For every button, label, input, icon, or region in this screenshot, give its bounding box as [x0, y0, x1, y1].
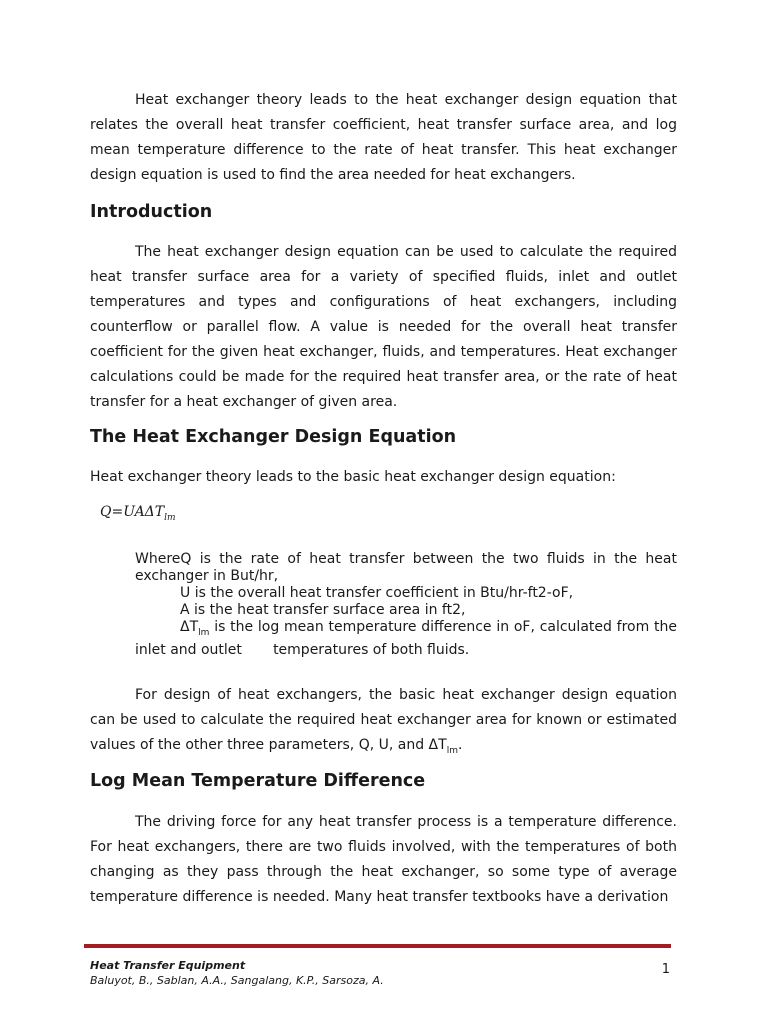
definition-dt-symbol: ΔT: [180, 619, 199, 635]
introduction-heading: Introduction: [90, 202, 213, 222]
definition-dt-subscript: lm: [198, 627, 210, 638]
definition-dt: [135, 619, 677, 659]
page-footer: [90, 958, 670, 988]
intro-paragraph: Heat exchanger theory leads to the heat exchanger design equation that relates the overall heat transfer coefficient, heat transfer surface area, and log mean temperature difference to the rate of heat transfer. This heat exchanger design equation is used to find the area needed for heat exchangers.: [90, 92, 677, 183]
footer-authors: Baluyot, B., Sablan, A.A., Sangalang, K.P., Sarsoza, A.: [90, 974, 384, 987]
variable-definitions: [135, 551, 677, 659]
design-paragraph: [90, 683, 677, 764]
design-paragraph-text: For design of heat exchangers, the basic heat exchanger design equation can be used to calculate the required heat exchanger area for known or estimated values of the other three parameters, Q, U, and ΔT: [90, 687, 677, 753]
definition-dt-text: is the log mean temperature difference in oF, calculated from the inlet and outlet temperatures of both fluids.: [135, 619, 677, 658]
footer-rule: [84, 944, 671, 948]
introduction-paragraph: The heat exchanger design equation can be used to calculate the required heat transfer surface area for a variety of specified fluids, inlet and outlet temperatures and types and configurations of heat exchangers, including counterflow or parallel flow. A value is needed for the overall heat transfer coefficient for the given heat exchanger, fluids, and temperatures. Heat exchanger calculations could be made for the required heat transfer area, or the rate of heat transfer for a heat exchanger of given area.: [90, 244, 677, 410]
page-number: 1: [661, 962, 670, 977]
design-equation: [100, 504, 176, 523]
definition-u: U is the overall heat transfer coefficient in Btu/hr-ft2-oF,: [180, 585, 574, 601]
footer-title: Heat Transfer Equipment: [90, 959, 246, 972]
design-equation-lead: Heat exchanger theory leads to the basic heat exchanger design equation:: [90, 469, 616, 485]
design-paragraph-end: .: [457, 737, 463, 753]
design-paragraph-subscript: lm: [446, 745, 458, 756]
definition-a: A is the heat transfer surface area in ft2,: [180, 602, 466, 618]
lmtd-paragraph: The driving force for any heat transfer process is a temperature difference. For heat exchangers, there are two fluids involved, with the temperatures of both changing as they pass through the heat exchanger, so some type of average temperature difference is needed. Many heat transfer textbooks have a derivation: [90, 814, 677, 905]
definition-q: WhereQ is the rate of heat transfer between the two fluids in the heat exchanger in But/hr,: [135, 551, 677, 584]
design-equation-heading: The Heat Exchanger Design Equation: [90, 427, 457, 447]
lmtd-heading: Log Mean Temperature Difference: [90, 771, 426, 791]
equation-main: Q=UAΔT: [100, 504, 165, 520]
equation-subscript: lm: [164, 512, 176, 523]
